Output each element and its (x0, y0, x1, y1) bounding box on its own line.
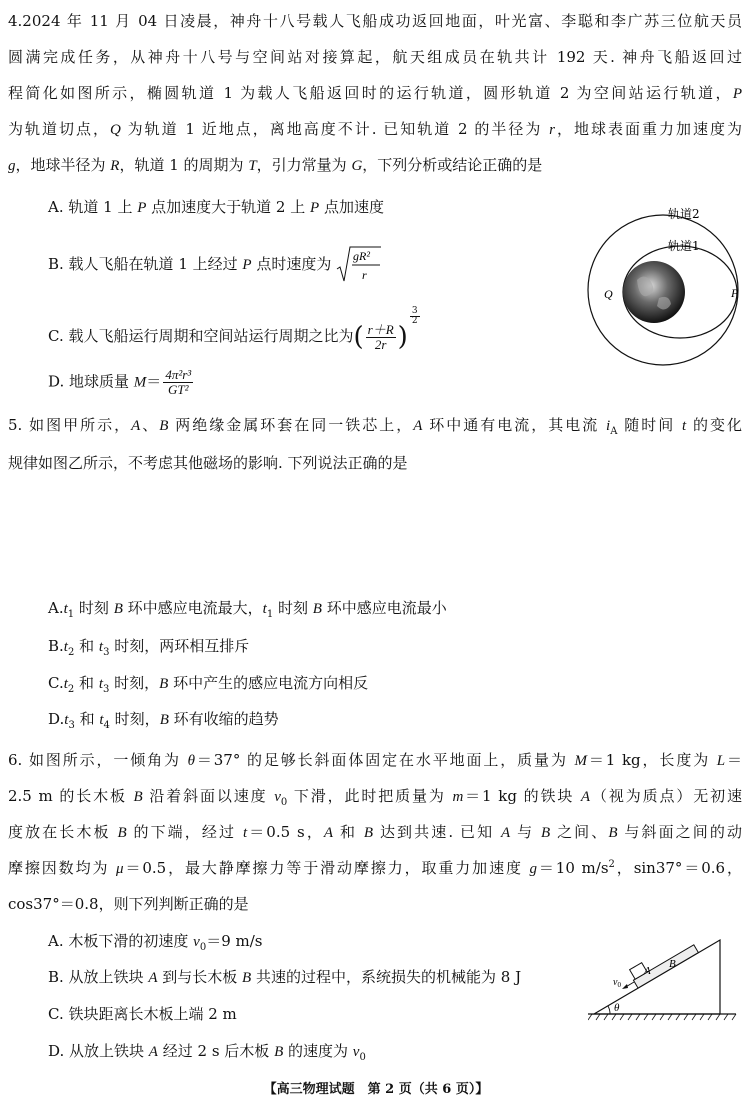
exponent-fraction: $\frac{3}{2}$ (411, 306, 418, 326)
svg-text:gR²: gR² (353, 249, 371, 263)
ground-hatch (588, 1014, 736, 1020)
angle-arc (608, 1006, 610, 1014)
q4-option-d: D. 地球质量 M＝ $\frac{\text{4π²r³}}{\text{GT²}}$ (48, 367, 192, 397)
block-a-label: A (644, 965, 651, 977)
q4-option-a: A. 轨道 1 上 P 点加速度大于轨道 2 上 P 点加速度 (48, 198, 384, 216)
q6-line-2: 2.5 m 的长木板 B 沿着斜面以速度 $v_0$ 下滑，此时把质量为 m＝1 kg 的铁块 A（视为质点）无初速 (8, 787, 742, 808)
sqrt-expression (336, 245, 382, 285)
board-b-label: B (669, 958, 676, 970)
q5-line-1: 5. 如图甲所示，A、B 两绝缘金属环套在同一铁芯上，A 环中通有电流，其电流 $i_A$ 随时间 t 的变化 (8, 416, 742, 437)
q5-option-a: $A.t_1$ 时刻 B 环中感应电流最大，$t_1$ 时刻 B 环中感应电流最小 (48, 599, 447, 620)
q4-option-b: B. 载人飞船在轨道 1 上经过 P 点时速度为 gR² r (48, 245, 382, 285)
q6-line-3: 度放在长木板 B 的下端，经过 t＝0.5 s，A 和 B 达到共速. 已知 A 与 B 之间、B 与斜面之间的动 (8, 823, 742, 841)
angle-theta-label: θ (614, 1002, 620, 1014)
point-p-label: P (731, 286, 739, 300)
point-q-label: Q (604, 287, 613, 301)
q6-option-b: B. 从放上铁块 A 到与长木板 B 共速的过程中，系统损失的机械能为 8 J (48, 968, 522, 986)
board-b (628, 935, 698, 988)
velocity-label: $v_0$ (613, 977, 621, 989)
q6-line-5: cos37°＝0.8，则下列判断正确的是 (8, 895, 249, 913)
orbit-2-label: 轨道2 (668, 207, 700, 221)
page-footer: 【高三物理试题 第 2 页（共 6 页）】 (263, 1082, 489, 1097)
ratio-fraction: $\frac{r+R}{2r}$ (367, 321, 394, 352)
q5-option-d: $D.t_3$ 和 $t_4$ 时刻，B 环有收缩的趋势 (48, 710, 279, 731)
incline-diagram (588, 934, 738, 1026)
q4-option-c: C. 载人飞船运行周期和空间站运行周期之比为( $\frac{r+R}{2r}$ ) $\frac{3}{2}$ (48, 306, 418, 352)
q4-line-2: 圆满完成任务，从神舟十八号与空间站对接算起，航天组成员在轨共计 192 天. 神舟飞船返回过 (8, 48, 742, 66)
q6-line-4: 摩擦因数均为 μ＝0.5，最大静摩擦力等于滑动摩擦力，取重力加速度 g＝10 $m/s^2$，sin37°＝0.6， (8, 859, 742, 877)
earth-image (623, 261, 685, 323)
q6-line-1: 6. 如图所示，一倾角为 θ＝37° 的足够长斜面体固定在水平地面上，质量为 M＝1 kg，长度为 L＝ (8, 751, 742, 769)
q5-option-c: $C.t_2$ 和 $t_3$ 时刻，B 环中产生的感应电流方向相反 (48, 674, 369, 695)
svg-text:r: r (362, 268, 367, 282)
q5-line-2: 规律如图乙所示，不考虑其他磁场的影响. 下列说法正确的是 (8, 454, 408, 472)
orbit-diagram (575, 200, 747, 372)
q5-option-b: $B.t_2$ 和 $t_3$ 时刻，两环相互排斥 (48, 637, 250, 658)
mass-fraction: $\frac{\text{4π²r³}}{\text{GT²}}$ (165, 367, 192, 397)
q4-line-1: 4.2024 年 11 月 04 日凌晨，神舟十八号载人飞船成功返回地面，叶光富、李聪和李广苏三位航天员 (8, 12, 742, 30)
q4-line-4: 为轨道切点，Q 为轨道 1 近地点，离地高度不计. 已知轨道 2 的半径为 r，地球表面重力加速度为 (8, 120, 742, 138)
q4-line-5: g，地球半径为 R，轨道 1 的周期为 T，引力常量为 G，下列分析或结论正确的是 (8, 156, 543, 174)
q4-line-3: 程简化如图所示，椭圆轨道 1 为载人飞船返回时的运行轨道，圆形轨道 2 为空间站运行轨道，P (8, 84, 742, 102)
q6-option-c: C. 铁块距离长木板上端 2 m (48, 1005, 237, 1023)
q6-option-a: A. 木板下滑的初速度 $v_0=9$ m/s (48, 932, 263, 953)
q6-option-d: D. 从放上铁块 A 经过 2 s 后木板 B 的速度为 $v_0$ (48, 1042, 366, 1063)
orbit-1-label: 轨道1 (668, 239, 700, 253)
